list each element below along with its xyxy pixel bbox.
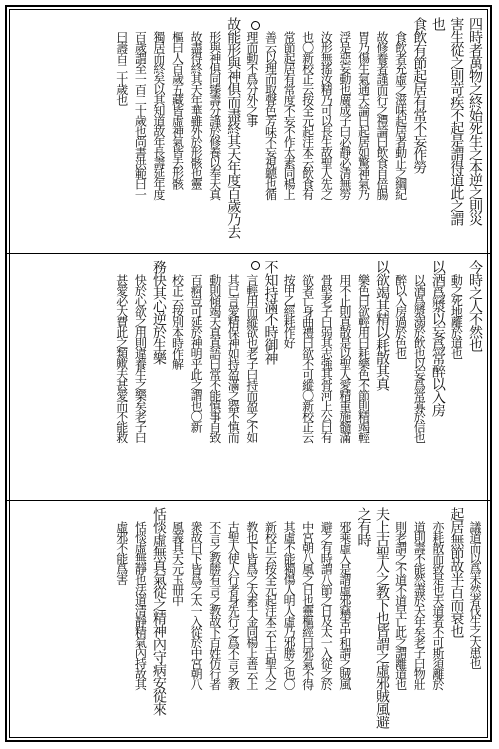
- text-column: 樂色曰欲輕用曰耗樂色不節則精竭輕: [356, 274, 371, 442]
- text-column: 百痾豈可延於神明乎此之謂也〇新: [189, 274, 204, 432]
- text-column: 道則壽不能然盡於天年矣老子曰物壯: [412, 521, 427, 689]
- text-column: 形與神俱同臻壽分謹於修養以奉天真: [207, 31, 222, 199]
- text-column: 教也下皆爲之太素千金同楊上善云上: [244, 521, 259, 689]
- text-column: 校正云按別本時作解: [170, 274, 185, 369]
- text-column: 用不止則真散是以聖人愛精重施髓滿: [337, 274, 352, 442]
- text-column: 理而動不爲分外之事: [244, 31, 259, 126]
- text-column: 按甲乙經耗作好: [282, 274, 297, 348]
- text-column: 害生從之則苛疾不起是謂得道此之謂: [448, 17, 465, 225]
- text-column: 其虛不能獨傷人明人虛乃邪勝之也〇: [282, 521, 297, 689]
- text-column: 胃乃傷生氣通天論曰起居如驚神氣乃: [356, 31, 371, 199]
- text-column: 起居無節故半百而衰也: [448, 507, 465, 637]
- text-column: 故盡得終其天年華雖外於形骸也靈: [189, 31, 204, 189]
- text-column: 議道而以爲未然者伐生之大患也: [468, 521, 482, 668]
- text-column: 故能形與神俱而盡終其天年度百歲乃去: [225, 17, 242, 238]
- text-column: 不言之教勝有言之教故下百姓仿行者: [207, 521, 222, 689]
- text-column: 恬惔虛無靜也法道清靜精氣內持故其: [133, 521, 148, 689]
- text-column: 以酒爲漿溺於飲也以妄爲常寡於信也: [412, 274, 427, 442]
- text-column: 樞曰人百歲五藏皆虛神氣皆去形骸: [170, 31, 185, 189]
- text-column: 亦耗散而致是也夫道者不可斯須離於: [430, 521, 445, 689]
- column-group: [13, 507, 484, 736]
- text-column: 風義具天元玉冊中: [170, 521, 185, 605]
- text-column: 則老謂之不道不道早亡此之謂離道也: [393, 521, 408, 689]
- text-column: 欲者亡身曲禮曰欲不可縱〇新校正云: [300, 274, 315, 442]
- text-column: 醉以入房過於色也: [393, 274, 408, 358]
- text-column: 動則傾竭天真真語曰常不能慎事自致: [207, 274, 222, 442]
- text-column: 言輕用而縱欲也老子曰持而盈之不如: [244, 274, 259, 442]
- text-column: 常節起居有常度不妄不作太素同楊上: [282, 31, 297, 199]
- text-column: 四時者萬物之終始死生之本逆之則災: [467, 17, 483, 225]
- text-column: 快於心欲之用則違養生之樂矣老子曰: [133, 274, 148, 442]
- text-column: 其已言愛精保神如持盈滿之器不慎而: [226, 274, 241, 442]
- text-column: 曰壽百二十歲也: [114, 31, 129, 105]
- text-column: 古聖人使人行者身先行之爲不言之教: [226, 521, 241, 689]
- text-column: 恬惔虛無真氣從之精神內守病安從來: [150, 507, 167, 715]
- text-column: 邪乘虛入是謂虛邪竊害中和謂之賊風: [337, 521, 352, 689]
- text-column: 故修養者謹而行之禮論曰飲食自倍腸: [375, 31, 390, 199]
- text-column: 今時之人不然也: [467, 260, 483, 351]
- text-column: 百歲謂至一百二十歲也尚書洪範曰一: [133, 31, 148, 199]
- text-column: 務快其心逆於生樂: [150, 260, 167, 364]
- column-group: [13, 260, 484, 495]
- text-column: 也〇新校正云按全元起注本云飲食有: [300, 31, 315, 199]
- text-column: 夫上古聖人之教下也皆謂之虛邪賊風避: [374, 507, 391, 728]
- text-column: 新校正云按全元起注本云上古聖人之: [263, 521, 278, 689]
- text-column: 之有時: [355, 507, 372, 546]
- text-column: 衆故曰下皆爲之太一入從於中宮朝八: [189, 521, 204, 689]
- text-band-middle: [7, 254, 490, 499]
- text-column: 善云以理而取聲色芳味不妄視聽也循: [263, 31, 278, 199]
- column-group: [13, 17, 484, 248]
- text-band-top: [7, 11, 490, 252]
- scripture-page: [5, 5, 492, 742]
- text-column: 不知持滿不時御神: [262, 260, 279, 364]
- text-column: 獨居而終矣以其知道故年長壽延年度: [151, 31, 166, 199]
- text-column: 虛邪不能爲害: [114, 521, 129, 584]
- text-column: 汝形無搖汝精乃可以長生故聖人先之: [319, 31, 334, 199]
- text-column: 動之死地離於道也: [449, 274, 464, 358]
- text-column: 避之有時謂八節之日及太一入從之於: [319, 521, 334, 689]
- text-column: 甚愛必大費此之類歟夫甚愛而不能救: [114, 274, 129, 442]
- text-column: 也: [429, 17, 446, 30]
- text-band-bottom: [7, 501, 490, 740]
- text-column: 食飲者充虛之滋味起居者動止之綱紀: [393, 31, 408, 199]
- text-column: 食飲有節起居有常不妄作勞: [411, 17, 428, 173]
- text-column: 中宮朝八風之日也靈樞經曰邪氣不得: [300, 521, 315, 689]
- text-column: 浮是惡妄動也廣成子曰必靜必清無勞: [337, 31, 352, 199]
- text-column: 以酒爲漿以妄爲常醉以入房: [429, 260, 446, 416]
- text-column: 骨堅老子曰弱其志強其骨河上公曰有: [319, 274, 334, 442]
- text-column: 以欲竭其精以耗散其真: [374, 260, 391, 390]
